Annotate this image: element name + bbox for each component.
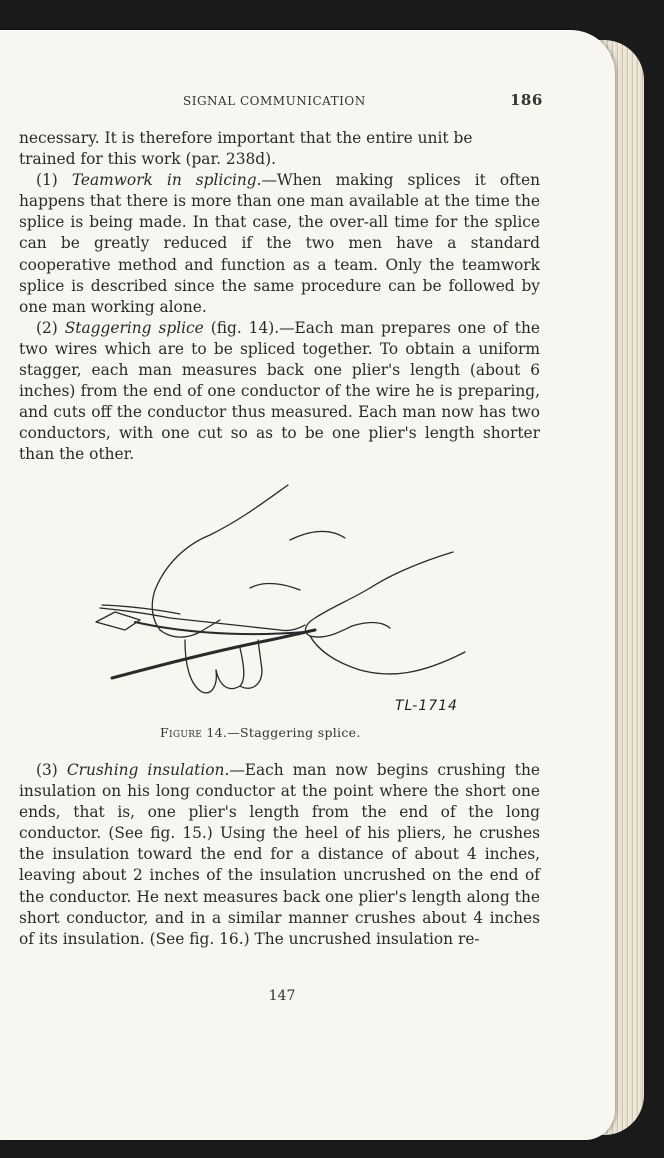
left-hand-finger: [185, 640, 216, 693]
text-block-bottom: [19, 760, 540, 950]
figure-caption: [160, 725, 420, 740]
right-hand-arm: [305, 552, 453, 637]
text-block-top: [19, 128, 540, 466]
paragraph-number: (2): [36, 318, 65, 337]
wire-upper: [100, 608, 305, 631]
wire-lower: [112, 630, 315, 678]
paragraph-crushing: [19, 760, 540, 950]
paragraph-teamwork: [19, 170, 540, 318]
text-line: [19, 149, 540, 170]
left-hand-arm: [152, 485, 288, 630]
page-number: 186: [510, 91, 543, 109]
text-fragment: necessary. It is therefore important that the entire unit be: [19, 129, 473, 147]
right-hand-palm: [310, 636, 465, 674]
figure-caption-text: —Staggering splice.: [227, 725, 361, 740]
paragraph-body: —Each man now begins crushing the insulation on his long conductor at the point where the short one ends, that is, one plier's length from the end of the long conductor. (See fig. 15.) Using the heel of his pliers, he crushes the insulation toward the end for a distance of about 4 inches, leaving about 2 inches of the insulation uncrushed on the end of the conductor. He next measures back one plier's length along the short conductor, and in a similar manner crushes about 4 inches of its insulation. (See fig. 16.) The uncrushed insulation re-: [19, 761, 541, 948]
running-head: [0, 92, 560, 112]
paragraph-staggering: [19, 318, 540, 466]
paragraph-heading: Crushing insulation.: [66, 761, 230, 779]
plier-handle: [250, 584, 300, 590]
running-head-title: SIGNAL COMMUNICATION: [183, 94, 366, 108]
figure-tag: TL-1714: [395, 698, 458, 714]
text-fragment: trained for this work (par. 238d).: [19, 150, 277, 169]
figure-illustration: [90, 480, 480, 705]
paragraph-heading: Teamwork in splicing.: [71, 171, 262, 190]
left-hand-finger: [216, 648, 244, 689]
folio-number: 147: [268, 988, 296, 1004]
paragraph-number: (3): [36, 761, 67, 779]
right-hand-finger: [352, 623, 390, 629]
paragraph-body: (fig. 14).—Each man prepares one of the two wires which are to be spliced together. To obtain a uniform stagger, each man measures back one plier's length (about 6 inches) from the end of one conductor of the wire he is preparing, and cuts off the conductor thus measured. Each man now has two conductors, with one cut so as to be one plier's length shorter than the other.: [19, 318, 541, 464]
figure-caption-label: Figure 14.: [160, 725, 228, 740]
plier-jaws: [96, 612, 140, 630]
left-hand-back: [290, 531, 345, 540]
paragraph-body: —When making splices it often happens that there is more than one man available at the time the splice is being made. In that case, the over-all time for the splice can be greatly reduced if the two men have a standard cooperative method and function as a team. Only the teamwork splice is described since the same procedure can be followed by one man working alone.: [19, 171, 540, 316]
paragraph-number: (1): [36, 171, 72, 190]
paragraph-heading: Staggering splice: [64, 318, 204, 337]
text-line: [19, 128, 540, 149]
